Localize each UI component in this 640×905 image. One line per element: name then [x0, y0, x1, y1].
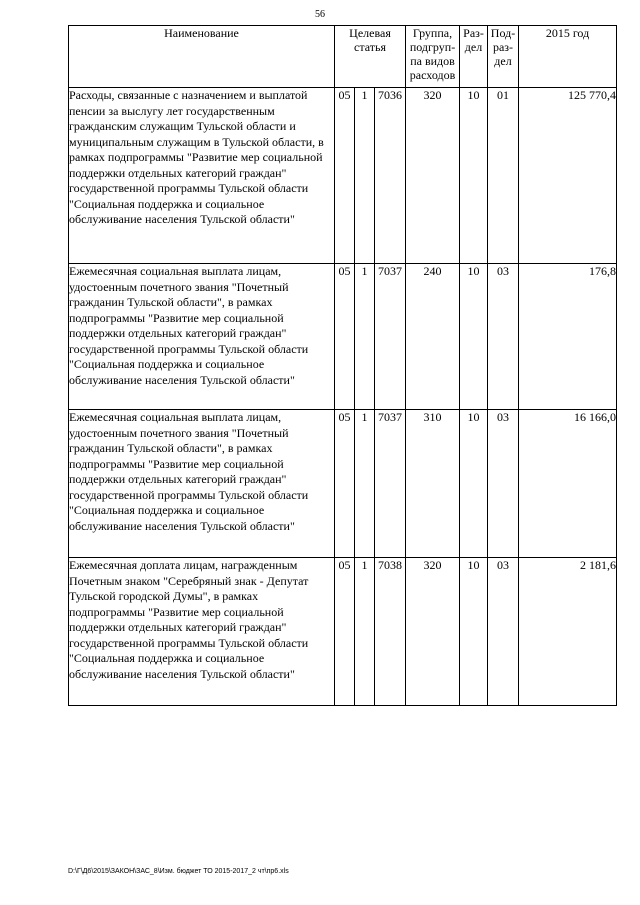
row-name: Ежемесячная социальная выплата лицам, удостоенным почетного звания "Почетный гражданин Тульской области", в рамках подпрограммы "Развитие мер социальной поддержки отдельных категорий граждан" государственной программы Тульской области "Социальная поддержка и социальное обслуживание населения Тульской области" — [69, 410, 335, 558]
page-number: 56 — [315, 9, 325, 20]
expense-group: 320 — [406, 88, 460, 264]
subsection-code: 03 — [488, 264, 519, 410]
header-year: 2015 год — [519, 26, 617, 88]
table-row — [69, 88, 617, 264]
target-article-part2: 1 — [355, 264, 375, 410]
header-subsection: Под-раз-дел — [488, 26, 519, 88]
table-row — [69, 264, 617, 410]
target-article-part1: 05 — [335, 264, 355, 410]
file-path-footer: D:\Г\Д6\2015\ЗАКОН\ЗАС_8\Изм. бюджет ТО 2015-2017_2 чт\пр6.xls — [68, 868, 289, 875]
header-section: Раз-дел — [460, 26, 488, 88]
subsection-code: 03 — [488, 410, 519, 558]
target-article-part3: 7037 — [375, 264, 406, 410]
target-article-part1: 05 — [335, 88, 355, 264]
row-name: Ежемесячная доплата лицам, награжденным Почетным знаком "Серебряный знак - Депутат Тульской городской Думы", в рамках подпрограммы "Развитие мер социальной поддержки отдельных категорий граждан" государственной программы Тульской области "Социальная поддержка и социальное обслуживание населения Тульской области" — [69, 558, 335, 706]
section-code: 10 — [460, 264, 488, 410]
table-body — [69, 88, 617, 706]
section-code: 10 — [460, 558, 488, 706]
target-article-part3: 7036 — [375, 88, 406, 264]
table-row — [69, 410, 617, 558]
subsection-code: 03 — [488, 558, 519, 706]
target-article-part3: 7037 — [375, 410, 406, 558]
amount-2015: 125 770,4 — [519, 88, 617, 264]
expense-group: 240 — [406, 264, 460, 410]
row-name: Ежемесячная социальная выплата лицам, удостоенным почетного звания "Почетный гражданин Тульской области", в рамках подпрограммы "Развитие мер социальной поддержки отдельных категорий граждан" государственной программы Тульской области "Социальная поддержка и социальное обслуживание населения Тульской области" — [69, 264, 335, 410]
target-article-part2: 1 — [355, 410, 375, 558]
amount-2015: 2 181,6 — [519, 558, 617, 706]
expense-group: 310 — [406, 410, 460, 558]
section-code: 10 — [460, 410, 488, 558]
target-article-part1: 05 — [335, 410, 355, 558]
target-article-part2: 1 — [355, 558, 375, 706]
target-article-part2: 1 — [355, 88, 375, 264]
expense-group: 320 — [406, 558, 460, 706]
target-article-part3: 7038 — [375, 558, 406, 706]
amount-2015: 176,8 — [519, 264, 617, 410]
amount-2015: 16 166,0 — [519, 410, 617, 558]
header-target-article: Целевая статья — [335, 26, 406, 88]
section-code: 10 — [460, 88, 488, 264]
table-row — [69, 558, 617, 706]
header-group: Группа, подгруп-па видов расходов — [406, 26, 460, 88]
budget-table — [68, 25, 617, 706]
row-name: Расходы, связанные с назначением и выплатой пенсии за выслугу лет государственным гражданским служащим Тульской области и муниципальным служащим в Тульской области, в рамках подпрограммы "Развитие мер социальной поддержки отдельных категорий граждан" государственной программы Тульской области "Социальная поддержка и социальное обслуживание населения Тульской области" — [69, 88, 335, 264]
subsection-code: 01 — [488, 88, 519, 264]
header-name: Наименование — [69, 26, 335, 88]
table-header-row — [69, 26, 617, 88]
target-article-part1: 05 — [335, 558, 355, 706]
